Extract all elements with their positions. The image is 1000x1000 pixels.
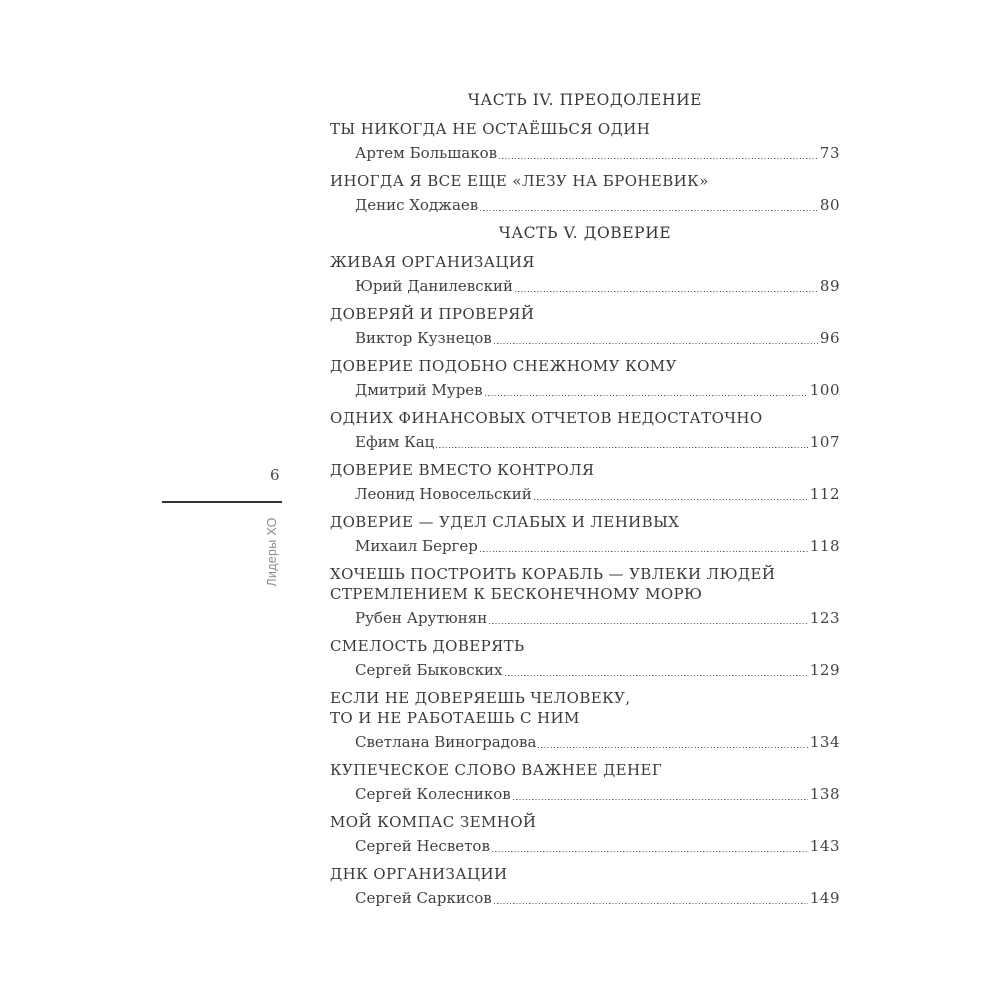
- entry-title: [330, 119, 840, 139]
- entry-page-number: 100: [809, 381, 840, 399]
- entry-page-number: 129: [809, 661, 840, 679]
- entry-page-number: 73: [819, 144, 840, 162]
- entry-author-row: [330, 196, 840, 215]
- entry-title-line: ЖИВАЯ ОРГАНИЗАЦИЯ: [330, 253, 535, 271]
- page-number-folio: 6: [269, 466, 280, 484]
- entry-author-row: [330, 889, 840, 908]
- entry-page-number: 123: [809, 609, 840, 627]
- entry-author-row: [330, 837, 840, 856]
- part-heading: ЧАСТЬ IV. ПРЕОДОЛЕНИЕ: [467, 91, 703, 109]
- entry-title-line: ХОЧЕШЬ ПОСТРОИТЬ КОРАБЛЬ — УВЛЕКИ ЛЮДЕЙ: [330, 565, 776, 583]
- entry-title: [330, 356, 840, 376]
- toc-entry: [330, 812, 840, 856]
- leader-dots: [485, 395, 808, 397]
- part-heading: ЧАСТЬ V. ДОВЕРИЕ: [498, 224, 672, 242]
- entry-author-row: [330, 785, 840, 804]
- toc-entry: [330, 304, 840, 348]
- toc-entry: [330, 252, 840, 296]
- book-title-vertical: Лидеры ХО: [265, 517, 279, 587]
- toc-sections: [330, 90, 840, 916]
- entry-title-line: МОЙ КОМПАС ЗЕМНОЙ: [330, 813, 537, 831]
- entry-page-number: 107: [809, 433, 840, 451]
- entry-title-line: КУПЕЧЕСКОЕ СЛОВО ВАЖНЕЕ ДЕНЕГ: [330, 761, 663, 779]
- entry-title: [330, 636, 840, 656]
- entry-title-line: ДНК ОРГАНИЗАЦИИ: [330, 865, 508, 883]
- entry-author-row: [330, 433, 840, 452]
- entry-page-number: 143: [809, 837, 840, 855]
- entry-author-row: [330, 661, 840, 680]
- entry-title-line: ТО И НЕ РАБОТАЕШЬ С НИМ: [330, 709, 580, 727]
- toc-entry: [330, 688, 840, 752]
- leader-dots: [492, 851, 808, 853]
- entry-title: [330, 864, 840, 884]
- entry-author-row: [330, 381, 840, 400]
- entry-author-row: [330, 277, 840, 296]
- entry-author-row: [330, 485, 840, 504]
- author-name: Сергей Колесников: [355, 785, 511, 803]
- author-name: Леонид Новосельский: [355, 485, 532, 503]
- entry-page-number: 112: [809, 485, 840, 503]
- entry-author-row: [330, 609, 840, 628]
- entry-page-number: 96: [819, 329, 840, 347]
- entry-title-line: ДОВЕРИЕ — УДЕЛ СЛАБЫХ И ЛЕНИВЫХ: [330, 513, 680, 531]
- leader-dots: [436, 447, 808, 449]
- leader-dots: [494, 343, 818, 345]
- entry-author-row: [330, 144, 840, 163]
- toc-entry: [330, 460, 840, 504]
- entry-title: [330, 408, 840, 428]
- author-name: Юрий Данилевский: [355, 277, 514, 295]
- entry-author-row: [330, 733, 840, 752]
- entry-page-number: 134: [809, 733, 840, 751]
- author-name: Сергей Саркисов: [355, 889, 492, 907]
- leader-dots: [534, 499, 808, 501]
- entry-title: [330, 304, 840, 324]
- entry-title: [330, 512, 840, 532]
- toc-entry: [330, 356, 840, 400]
- toc-entry: [330, 636, 840, 680]
- leader-dots: [480, 210, 818, 212]
- author-name: Сергей Быковских: [355, 661, 503, 679]
- leader-dots: [513, 799, 808, 801]
- author-name: Виктор Кузнецов: [355, 329, 492, 347]
- entry-title-line: ДОВЕРИЕ ПОДОБНО СНЕЖНОМУ КОМУ: [330, 357, 677, 375]
- entry-title-line: СТРЕМЛЕНИЕМ К БЕСКОНЕЧНОМУ МОРЮ: [330, 585, 703, 603]
- author-name: Рубен Арутюнян: [355, 609, 488, 627]
- leader-dots: [499, 158, 818, 160]
- toc-entry: [330, 171, 840, 215]
- author-name: Михаил Бергер: [355, 537, 478, 555]
- author-name: Денис Ходжаев: [355, 196, 479, 214]
- entry-title: [330, 252, 840, 272]
- entry-title-line: СМЕЛОСТЬ ДОВЕРЯТЬ: [330, 637, 525, 655]
- author-name: Дмитрий Мурев: [355, 381, 483, 399]
- entry-title-line: ДОВЕРИЕ ВМЕСТО КОНТРОЛЯ: [330, 461, 595, 479]
- entry-title-line: ТЫ НИКОГДА НЕ ОСТАЁШЬСЯ ОДИН: [330, 120, 651, 138]
- author-name: Ефим Кац: [355, 433, 435, 451]
- leader-dots: [480, 551, 808, 553]
- entry-title: [330, 171, 840, 191]
- entry-page-number: 138: [809, 785, 840, 803]
- toc-entry: [330, 408, 840, 452]
- entry-author-row: [330, 537, 840, 556]
- leader-dots: [538, 747, 807, 749]
- leader-dots: [505, 675, 808, 677]
- toc-entry: [330, 760, 840, 804]
- entry-title: [330, 564, 840, 604]
- toc-entry: [330, 564, 840, 628]
- entry-author-row: [330, 329, 840, 348]
- author-name: Сергей Несветов: [355, 837, 490, 855]
- entry-page-number: 89: [819, 277, 840, 295]
- entry-title-line: ДОВЕРЯЙ И ПРОВЕРЯЙ: [330, 305, 535, 323]
- entry-title-line: ОДНИХ ФИНАНСОВЫХ ОТЧЕТОВ НЕДОСТАТОЧНО: [330, 409, 763, 427]
- leader-dots: [515, 291, 818, 293]
- entry-title: [330, 812, 840, 832]
- entry-page-number: 80: [819, 196, 840, 214]
- entry-title-line: ЕСЛИ НЕ ДОВЕРЯЕШЬ ЧЕЛОВЕКУ,: [330, 689, 631, 707]
- author-name: Артем Большаков: [355, 144, 498, 162]
- leader-dots: [494, 903, 808, 905]
- margin-rule-divider: [162, 501, 282, 503]
- entry-title: [330, 760, 840, 780]
- leader-dots: [489, 623, 808, 625]
- entry-title: [330, 688, 840, 728]
- author-name: Светлана Виноградова: [355, 733, 537, 751]
- toc-entry: [330, 864, 840, 908]
- toc-entry: [330, 119, 840, 163]
- entry-page-number: 118: [809, 537, 840, 555]
- entry-title: [330, 460, 840, 480]
- toc-entry: [330, 512, 840, 556]
- entry-page-number: 149: [809, 889, 840, 907]
- entry-title-line: ИНОГДА Я ВСЕ ЕЩЕ «ЛЕЗУ НА БРОНЕВИК»: [330, 172, 709, 190]
